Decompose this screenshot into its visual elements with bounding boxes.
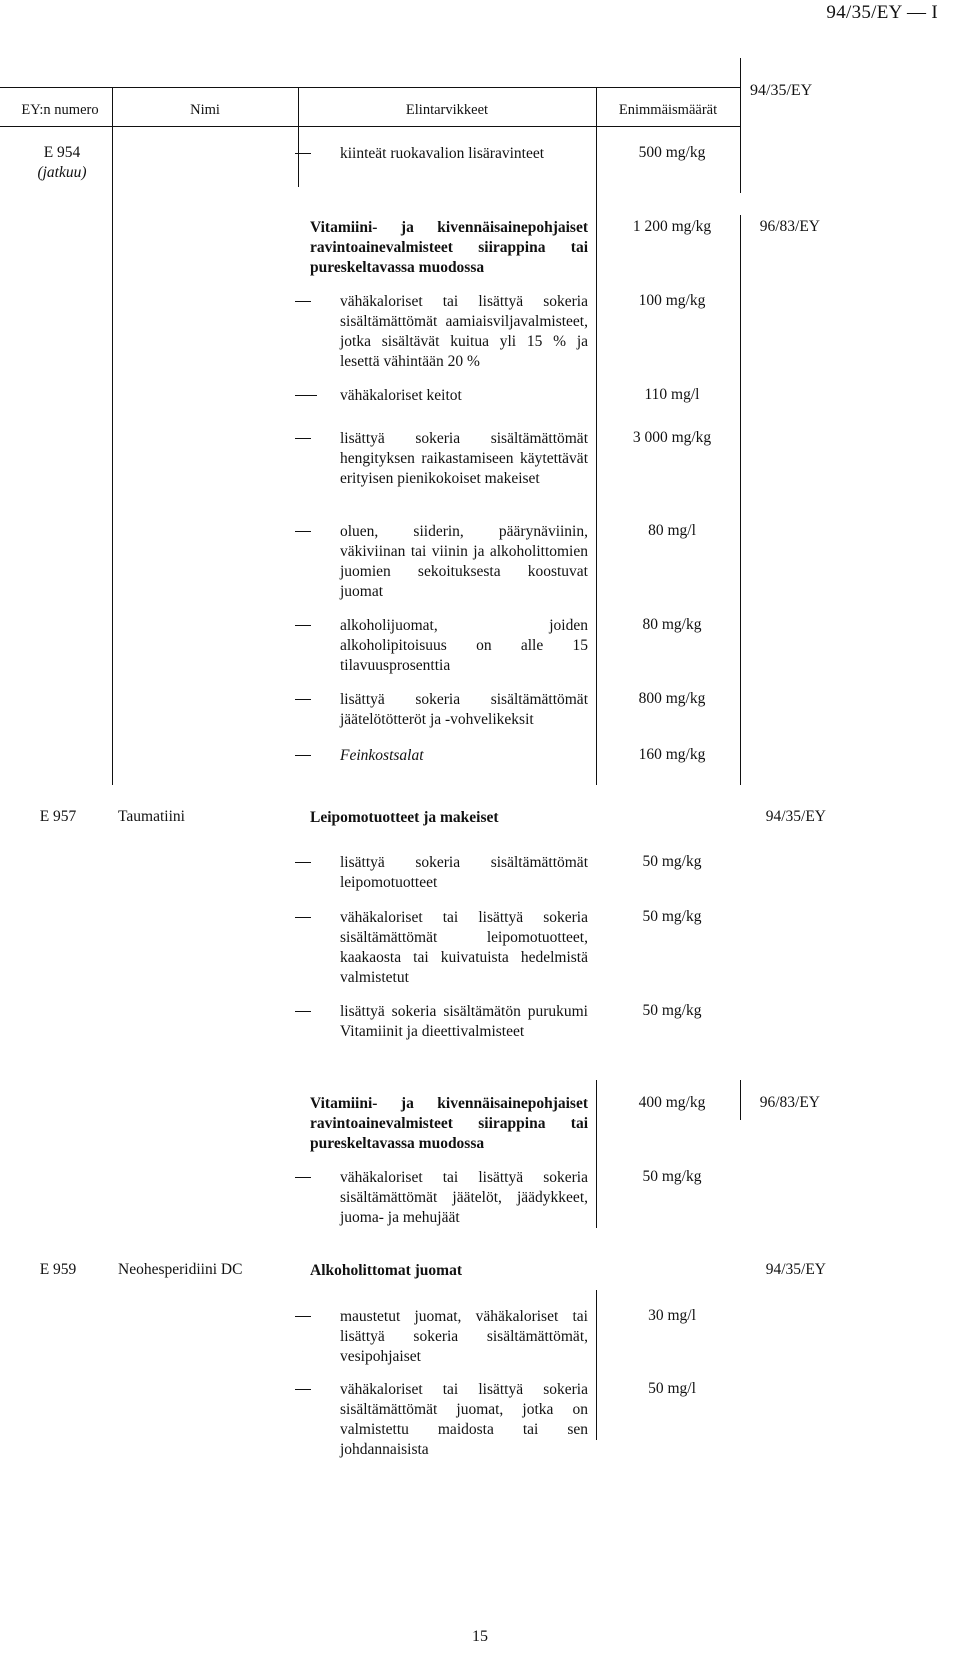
e959-limit-1: 30 mg/l [648, 1307, 696, 1324]
e954-item-4: lisättyä sokeria sisältämättömät hengityksen raikastamiseen käytettävät erityisen pienikokoiset makeiset [310, 429, 588, 489]
e954-limit-7: 800 mg/kg [638, 690, 706, 707]
e954-group-title: Vitamiini- ja kivennäisainepohjaiset ravintoainevalmisteet siirappina tai pureskeltavassa muodossa [310, 219, 588, 276]
e957-code: E 957 [39, 808, 77, 825]
col-header-number: EY:n numero [21, 102, 99, 118]
e954-limit-2: 100 mg/kg [638, 292, 706, 309]
e959-group-title: Alkoholittomat juomat [310, 1262, 462, 1279]
e957-group2-ref: 96/83/EY [759, 1094, 820, 1111]
e954-group-ref: 96/83/EY [759, 218, 820, 235]
e954-item-5: oluen, siiderin, päärynäviinin, väkiviinan tai viinin ja alkoholittomien juomien sekoituksesta koostuvat juomat [310, 522, 588, 602]
e954-code: E 954 [43, 144, 81, 161]
column-rule [596, 127, 597, 785]
e957-group2-limit: 400 mg/kg [638, 1094, 706, 1111]
ref-column-rule [740, 58, 741, 193]
column-rule [740, 215, 741, 785]
e954-item-6: alkoholijuomat, joiden alkoholipitoisuus on alle 15 tilavuusprosenttia [310, 616, 588, 676]
page-number: 15 [472, 1628, 488, 1645]
column-rule [596, 1080, 597, 1228]
e954-item-3: vähäkaloriset keitot [310, 386, 588, 406]
e957-item-3: lisättyä sokeria sisältämätön purukumi Vitamiinit ja dieettivalmisteet [310, 1002, 588, 1042]
e957-limit-1: 50 mg/kg [642, 853, 702, 870]
e954-limit-3: 110 mg/l [644, 386, 700, 403]
col-header-foods: Elintarvikkeet [405, 102, 489, 118]
e954-continued: (jatkuu) [37, 164, 87, 181]
e957-group1-ref: 94/35/EY [765, 808, 826, 825]
e954-limit-8: 160 mg/kg [638, 746, 706, 763]
running-header: 94/35/EY — I [826, 2, 938, 23]
e959-item-2: vähäkaloriset tai lisättyä sokeria sisältämättömät juomat, jotka on valmistettu maidosta tai sen johdannaisista [310, 1380, 588, 1460]
column-rule [596, 1290, 597, 1440]
e957-item-2: vähäkaloriset tai lisättyä sokeria sisältämättömät leipomotuotteet, kaakaosta tai kuivatuista hedelmistä valmistetut [310, 908, 588, 988]
e959-name: Neohesperidiini DC [118, 1261, 243, 1278]
e959-limit-2: 50 mg/l [648, 1380, 696, 1397]
e954-item-2: vähäkaloriset tai lisättyä sokeria sisältämättömät aamiaisviljavalmisteet, jotka sisältävät kuitua yli 15 % ja lesettä vähintään 20 % [310, 292, 588, 372]
col-header-ref: 94/35/EY [750, 82, 813, 99]
col-header-limits: Enimmäismäärät [618, 102, 718, 118]
e957-item-4: vähäkaloriset tai lisättyä sokeria sisältämättömät jäätelöt, jäädykkeet, juoma- ja mehujäät [310, 1168, 588, 1228]
e954-item-8: Feinkostsalat [310, 746, 588, 766]
e957-limit-3: 50 mg/kg [642, 1002, 702, 1019]
col-header-name: Nimi [190, 102, 220, 118]
e957-group2-title: Vitamiini- ja kivennäisainepohjaiset ravintoainevalmisteet siirappina tai pureskeltavassa muodossa [310, 1095, 588, 1152]
e954-group-limit: 1 200 mg/kg [632, 218, 712, 235]
e954-limit-5: 80 mg/l [648, 522, 696, 539]
e954-limit-6: 80 mg/kg [642, 616, 702, 633]
e954-limit-4: 3 000 mg/kg [632, 429, 712, 446]
e957-item-1: lisättyä sokeria sisältämättömät leipomotuotteet [310, 853, 588, 893]
e957-limit-2: 50 mg/kg [642, 908, 702, 925]
e954-item-7: lisättyä sokeria sisältämättömät jäätelötötteröt ja -vohvelikeksit [310, 690, 588, 730]
e959-code: E 959 [39, 1261, 77, 1278]
e957-name: Taumatiini [118, 808, 185, 825]
e954-limit-1: 500 mg/kg [638, 144, 706, 161]
table-header-bottom-rule [0, 126, 740, 127]
table-header-top-rule [0, 87, 740, 88]
e957-group1-title: Leipomotuotteet ja makeiset [310, 809, 499, 826]
e959-item-1: maustetut juomat, vähäkaloriset tai lisättyä sokeria sisältämättömät, vesipohjaiset [310, 1307, 588, 1367]
e954-item-1: kiinteät ruokavalion lisäravinteet [310, 144, 588, 164]
e959-group-ref: 94/35/EY [765, 1261, 826, 1278]
e957-limit-4: 50 mg/kg [642, 1168, 702, 1185]
column-rule [112, 127, 113, 785]
